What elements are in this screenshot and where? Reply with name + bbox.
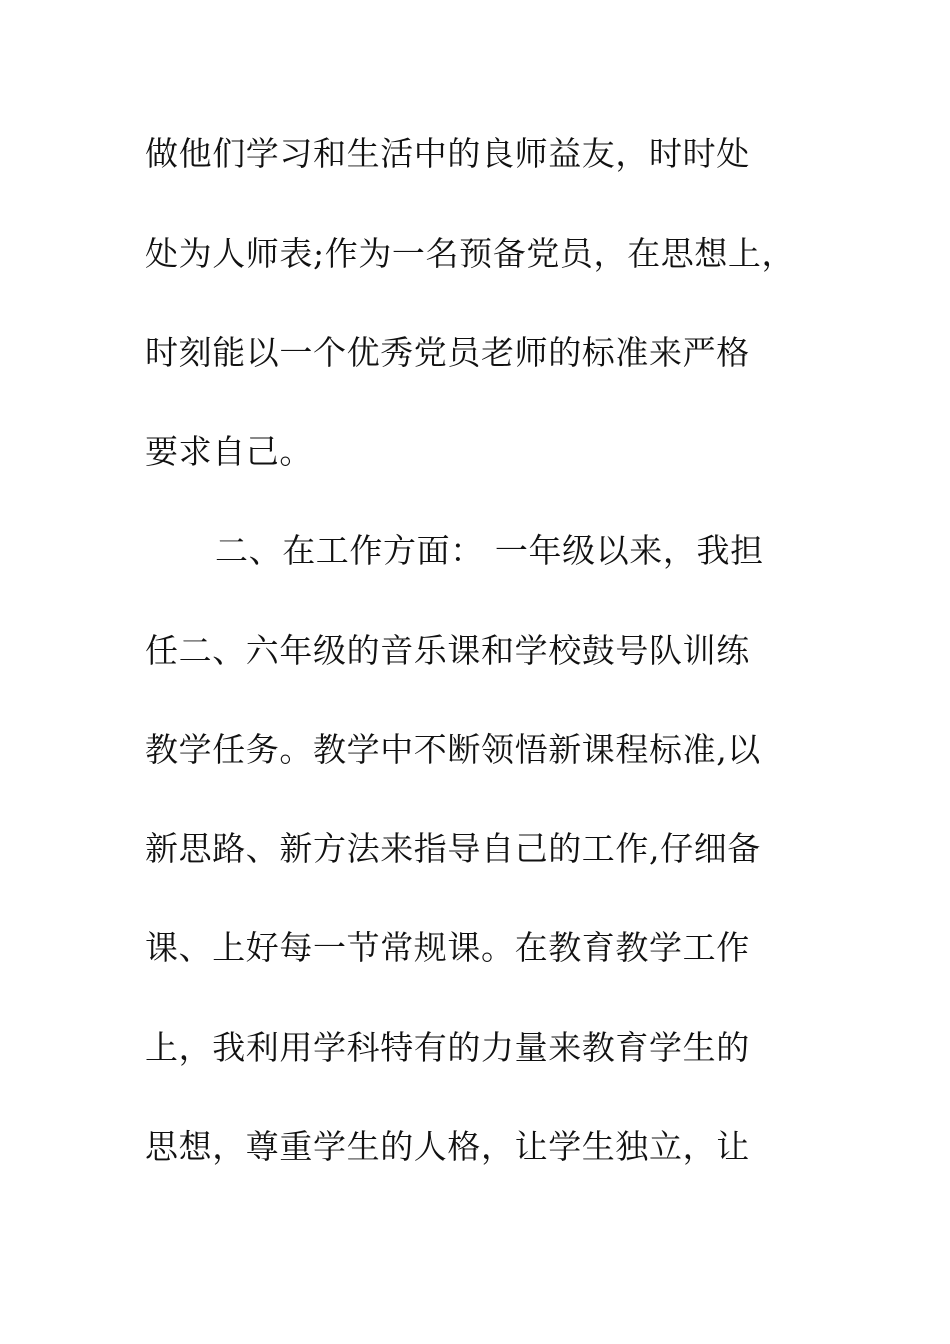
text-line: 思想，尊重学生的人格，让学生独立，让 xyxy=(145,1127,750,1166)
paragraph-start-line: 二、在工作方面： 一年级以来，我担 xyxy=(215,531,764,570)
text-line: 新思路、新方法来指导自己的工作,仔细备 xyxy=(145,829,761,868)
text-line: 任二、六年级的音乐课和学校鼓号队训练 xyxy=(145,631,750,670)
text-line: 要求自己。 xyxy=(145,432,313,471)
text-line: 课、上好每一节常规课。在教育教学工作 xyxy=(145,928,750,967)
text-line: 教学任务。教学中不断领悟新课程标准,以 xyxy=(145,730,761,769)
text-line: 上，我利用学科特有的力量来教育学生的 xyxy=(145,1028,750,1067)
text-line: 做他们学习和生活中的良师益友，时时处 xyxy=(145,134,750,173)
text-line: 时刻能以一个优秀党员老师的标准来严格 xyxy=(145,333,750,372)
text-line: 处为人师表;作为一名预备党员，在思想上， xyxy=(145,234,796,273)
